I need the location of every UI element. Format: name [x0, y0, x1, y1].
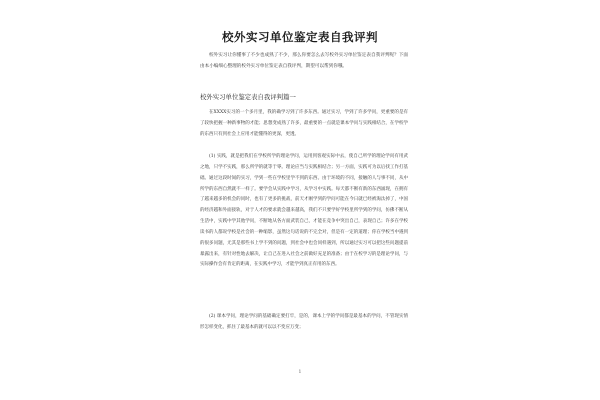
section-heading: 校外实习单位鉴定表自我评判篇一: [200, 93, 296, 101]
intro-paragraph: 校外实习让你懂事了不少也成熟了不少，那么你要怎么去写校外实习单位鉴定表自我评判呢？下面由本小编细心整理的校外实习单位鉴定表自我评判，期望可以帮到你哦。: [200, 53, 408, 69]
body-paragraph-3: (2) 课本学问，理论学问的基础确定要打牢，是的，课本上学的学问都是最基本的学问，不管现实情形怎样变化，抓住了最基本的就可以以不变应万变；: [200, 314, 408, 330]
document-title: 校外实习单位鉴定表自我评判: [222, 30, 378, 44]
page-number: 1: [298, 369, 302, 374]
body-paragraph-2: (1) 实践，就是把我们在学校所学的理论学问，运用到客观实际中去，使自己所学的理论学问有用武之地，只学不实践，那么所学的就等于零。理论应当与实践相结合；另一方面，实践可为以后找工作打基础。通过这段时间的实习，学到一些在学校里学不到的东西。由于环境的不同，接触的人与事不同，从中所学的东西自然就不一样了。要学会从实践中学习，从学习中实践。每天都不断有新的东西涌现，在拥有了越来越多的机会的同时，也有了更多的挑战，前天才刚学到的学问可能在今日就已经被淘汰掉了，中国的经济越和外面接轨，对于人才的要求就会越来越高，我们不只要学好学校里所学到的学问，仿佛不断从生活中，实践中学其他学问，不断地从各方面武装自己，才能在竞争中突出自己，表现自己；许多在学校读书的人都说学校是社会的一种缩影，虽然这句话说的不完全对，但是有一定的道理；你在学校当中遇到的很多问题，尤其是那些书上学不到的问题，到社会中也会同样遇到，所以通过实习可以把这些问题提前暴露出来，有针对性地去解决，让自己在进入社会之前做好充足的准备；由于在校学习的是理论学问，与实际操作会有肯定的距离，在实践中学习，才能学到真正有用的东西。: [200, 154, 408, 268]
body-paragraph-1: 在XXXX实习的一个多月里，我的确学习到了许多东西。通过实习，学到了许多学问，更重要的是有了较快把握一种新事物的才能；思想变成熟了许多，最重要的一点就是课本学问与实践相结合，在学校学的东西只有到社会上应用才能懂得的更深，更透。: [200, 110, 408, 137]
